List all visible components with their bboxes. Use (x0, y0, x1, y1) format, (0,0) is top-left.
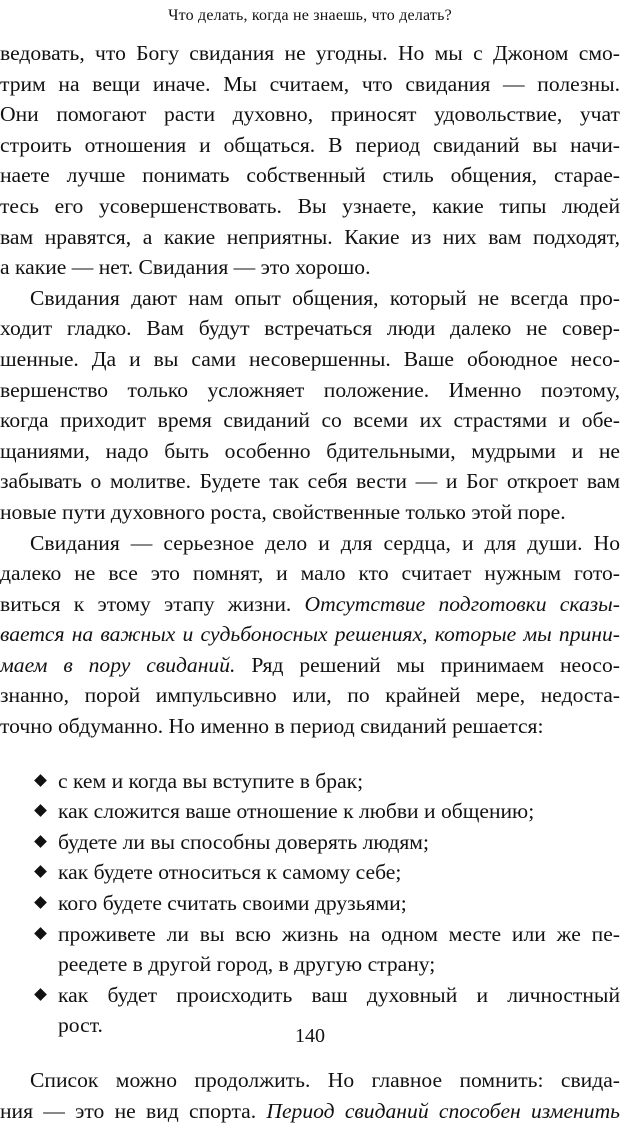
text-line: далеко не все это помнят, и мало кто считает нужным гото- (0, 561, 620, 586)
text-line: когда приходит время свиданий со всеми их страстями и обе- (0, 408, 620, 433)
text-line (0, 1096, 620, 1126)
list-item (0, 796, 620, 827)
text-line: будете ли вы способны доверять людям; (58, 829, 429, 854)
text-line: кого будете считать своими друзьями; (58, 891, 407, 916)
paragraph-1 (0, 38, 620, 283)
text-line: как будете относиться к самому себе; (58, 860, 402, 885)
list-item (0, 888, 620, 919)
text-line: реедете в другой город, в другую страну; (58, 952, 436, 977)
paragraph-3 (0, 528, 620, 742)
text-line: вершенство только усложняет положение. Именно поэтому, (0, 377, 620, 402)
text-line: забывать о молитве. Будете так себя вести — и Бог откроет вам (0, 469, 620, 494)
text-run: Ряд решений мы принимаем неосо- (235, 652, 620, 677)
diamond-bullet-icon (34, 804, 47, 817)
bullet-list (0, 766, 620, 1041)
text-line: с кем и когда вы вступите в брак; (58, 768, 364, 793)
text-line: вам нравятся, а какие неприятны. Какие из них вам подходят, (0, 224, 620, 249)
emphasis-line: вается на важных и судьбоносных решениях, которые мы прини- (0, 622, 620, 647)
text-line: как сложится ваше отношение к любви и общению; (58, 799, 535, 824)
text-line: проживете ли вы всю жизнь на одном месте или же пе- (58, 921, 620, 946)
diamond-bullet-icon (34, 774, 47, 787)
list-item (0, 919, 620, 980)
diamond-bullet-icon (34, 988, 47, 1001)
text-line: щаниями, надо быть особенно бдительными, мудрыми и не (0, 438, 620, 463)
list-item (0, 827, 620, 858)
diamond-bullet-icon (34, 927, 47, 940)
text-run: виться к этому этапу жизни. (0, 591, 305, 616)
diamond-bullet-icon (34, 835, 47, 848)
text-line: Они помогают расти духовно, приносят удовольствие, учат (0, 102, 620, 127)
text-line (0, 589, 620, 620)
text-line: Свидания дают нам опыт общения, который не всегда про- (30, 285, 620, 310)
text-run: ния — это не вид спорта. (0, 1098, 267, 1123)
text-line (0, 650, 620, 681)
diamond-bullet-icon (34, 896, 47, 909)
spacer (0, 742, 620, 766)
text-line: новые пути духовного роста, свойственные только этой поре. (0, 499, 566, 524)
text-line: ведовать, что Богу свидания не угодны. Но мы с Джоном смо- (0, 41, 620, 65)
text-line: наете лучше понимать собственный стиль общения, старае- (0, 163, 620, 188)
text-line: как будет происходить ваш духовный и личностный (58, 982, 620, 1007)
text-line: рост. (58, 1013, 103, 1038)
text-line: знанно, порой импульсивно или, по крайней мере, недоста- (0, 683, 620, 708)
paragraph-4 (0, 1065, 620, 1126)
emphasis-text: Отсутствие подготовки сказы- (304, 591, 620, 616)
list-item (0, 766, 620, 797)
list-item (0, 857, 620, 888)
paragraph-2 (0, 283, 620, 528)
text-line: ходит гладко. Вам будут встречаться люди далеко не совер- (0, 316, 620, 341)
diamond-bullet-icon (34, 866, 47, 879)
text-line: шенные. Да и вы сами несовершенны. Ваше обоюдное несо- (0, 346, 620, 371)
emphasis-text: Период свиданий способен изменить (266, 1098, 620, 1123)
text-line: тесь его усовершенствовать. Вы узнаете, какие типы людей (0, 193, 620, 218)
text-line: трим на вещи иначе. Мы считаем, что свидания — полезны. (0, 71, 620, 96)
text-line: а какие — нет. Свидания — это хорошо. (0, 255, 371, 280)
text-line: точно обдуманно. Но именно в период свиданий решается: (0, 714, 544, 739)
emphasis-text: маем в пору свиданий. (0, 652, 236, 677)
body-text (0, 38, 620, 1126)
running-title: Что делать, когда не знаешь, что делать? (168, 7, 452, 24)
text-line: строить отношения и общаться. В период свиданий вы начи- (0, 132, 620, 157)
text-line: Свидания — серьезное дело и для сердца, и для души. Но (30, 530, 620, 555)
page-number: 140 (295, 1025, 325, 1047)
text-line: Список можно продолжить. Но главное помнить: свида- (30, 1068, 620, 1092)
